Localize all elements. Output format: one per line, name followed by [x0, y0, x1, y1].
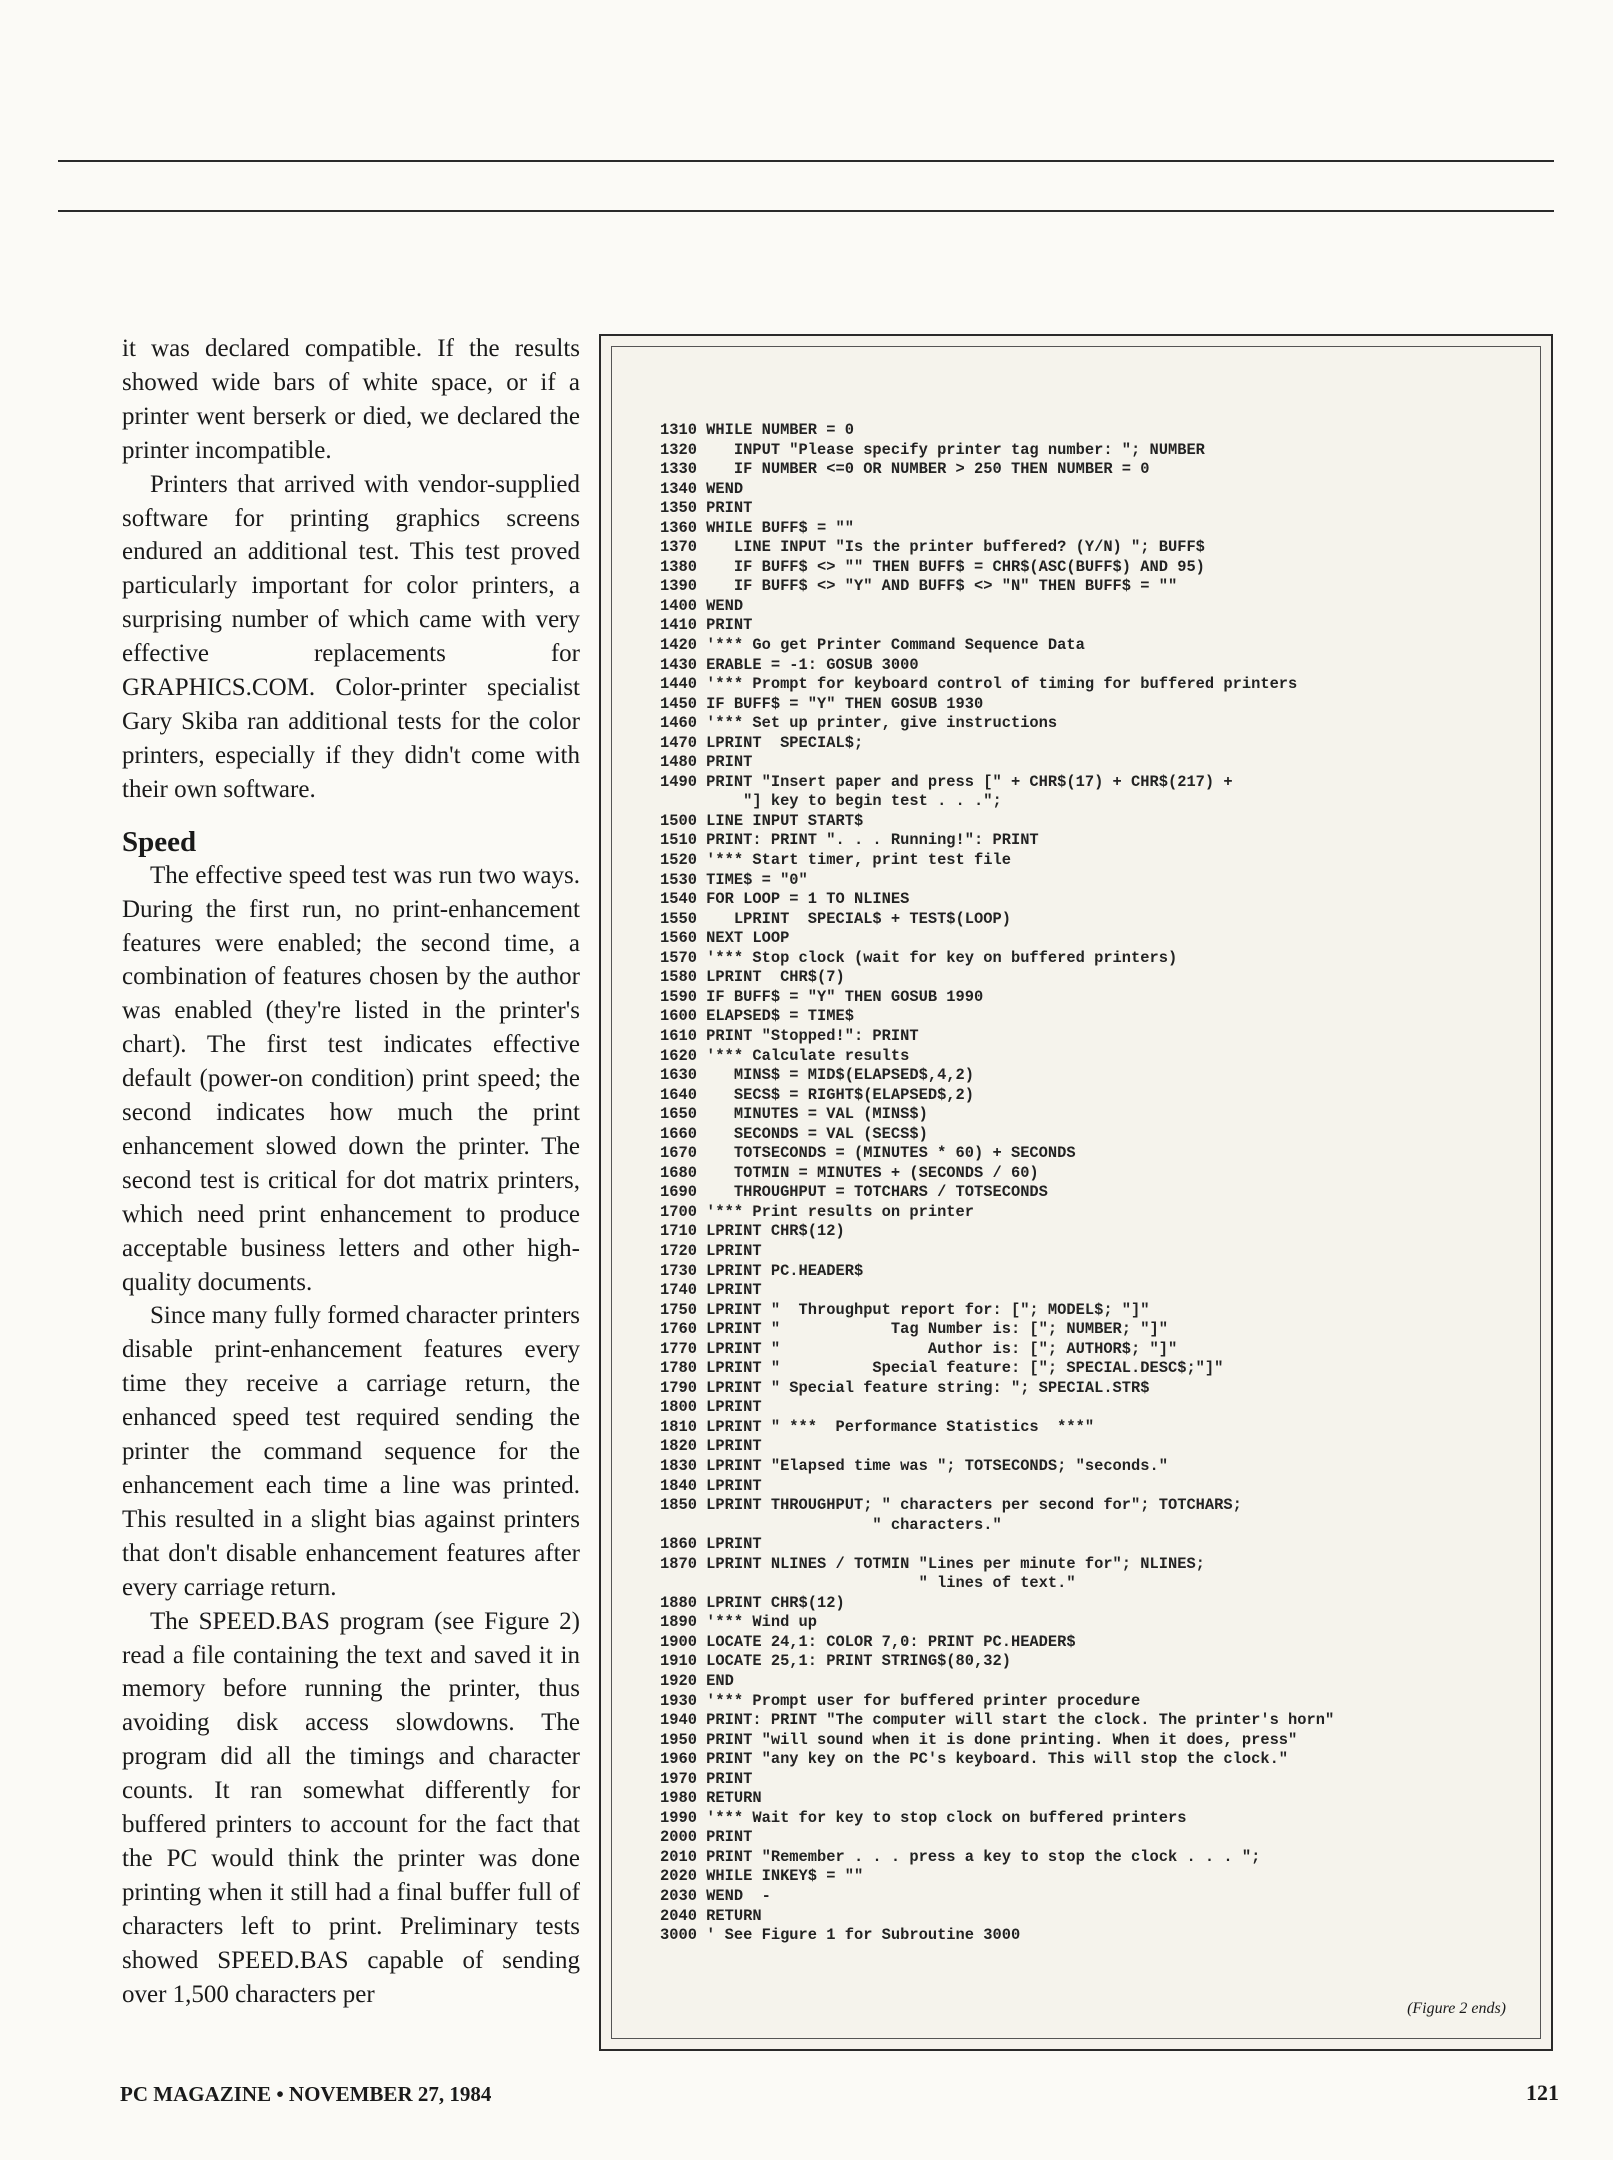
code-line: 1630 MINS$ = MID$(ELAPSED$,4,2)	[660, 1066, 975, 1085]
code-line: 1470 LPRINT SPECIAL$;	[660, 733, 864, 752]
article-paragraph: The effective speed test was run two ways. During the first run, no print-enhancement features were enabled; the second time, a combination of features chosen by the author was enabled (they're listed in the printer's chart). The first test indicates effective default (power-on condition) print speed; the second indicates how much the print enhancement slowed down the printer. The second test is critical for dot matrix printers, which need print enhancement to produce acceptable business letters and other high-quality documents.	[122, 861, 580, 1296]
code-line: 1670 TOTSECONDS = (MINUTES * 60) + SECONDS	[660, 1144, 1076, 1163]
code-line: 1440 '*** Prompt for keyboard control of timing for buffered printers	[660, 675, 1298, 694]
code-line: 1770 LPRINT " Author is: ["; AUTHOR$; "]"	[660, 1339, 1178, 1358]
code-line: 1920 END	[660, 1672, 734, 1690]
code-line: 1890 '*** Wind up	[660, 1613, 818, 1632]
code-line: 2030 WEND -	[660, 1887, 771, 1906]
code-line: 1840 LPRINT	[660, 1476, 762, 1495]
code-line: 2010 PRINT "Remember . . . press a key to stop the clock . . . ";	[660, 1847, 1261, 1866]
article-paragraph: Printers that arrived with vendor-supplied software for printing graphics screens endured an additional test. This test proved particularly important for color printers, a surprising number of which came with very effective replacements for GRAPHICS.COM. Color-printer specialist Gary Skiba ran additional tests for the color printers, especially if they didn't come with their own software.	[122, 470, 580, 803]
article-column	[122, 332, 580, 2012]
code-line: 1400 WEND	[660, 596, 744, 615]
code-line: 1850 LPRINT THROUGHPUT; " characters per second for"; TOTCHARS;	[660, 1496, 1242, 1515]
code-line: 1360 WHILE BUFF$ = ""	[660, 518, 854, 537]
code-line: 1950 PRINT "will sound when it is done printing. When it does, press"	[660, 1730, 1298, 1749]
article-paragraph: The SPEED.BAS program (see Figure 2) read a file containing the text and saved it in memory before running the printer, thus avoiding disk access slowdowns. The program did all the timings and character counts. It ran somewhat differently for buffered printers to account for the fact that the PC would think the printer was done printing when it still had a final buffer full of characters left to print. Preliminary tests showed SPEED.BAS capable of sending over 1,500 characters per	[122, 1607, 580, 2008]
code-line: 1500 LINE INPUT START$	[660, 811, 864, 830]
footer-publication: PC MAGAZINE • NOVEMBER 27, 1984	[120, 2082, 492, 2106]
code-line: 1900 LOCATE 24,1: COLOR 7,0: PRINT PC.HEADER$	[660, 1632, 1076, 1651]
code-line: 1720 LPRINT	[660, 1241, 762, 1260]
code-line: 1530 TIME$ = "0"	[660, 870, 808, 889]
code-line: 1480 PRINT	[660, 753, 753, 772]
code-line: 1690 THROUGHPUT = TOTCHARS / TOTSECONDS	[660, 1183, 1048, 1202]
code-line: 1460 '*** Set up printer, give instructions	[660, 714, 1058, 733]
code-line: 1450 IF BUFF$ = "Y" THEN GOSUB 1930	[660, 694, 984, 713]
code-line: 1730 LPRINT PC.HEADER$	[660, 1261, 864, 1280]
second-rule	[58, 210, 1554, 212]
code-line: 1330 IF NUMBER <=0 OR NUMBER > 250 THEN NUMBER = 0	[660, 460, 1150, 479]
figure-2-box	[599, 334, 1553, 2051]
code-line: 1570 '*** Stop clock (wait for key on buffered printers)	[660, 948, 1178, 967]
code-line: 1760 LPRINT " Tag Number is: ["; NUMBER; "]"	[660, 1320, 1168, 1339]
code-line: 1660 SECONDS = VAL (SECS$)	[660, 1124, 928, 1143]
top-rule	[58, 160, 1554, 162]
code-line: 1800 LPRINT	[660, 1398, 762, 1417]
code-line: 1780 LPRINT " Special feature: ["; SPECIAL.DESC$;"]"	[660, 1359, 1224, 1378]
code-line: 1680 TOTMIN = MINUTES + (SECONDS / 60)	[660, 1163, 1039, 1182]
code-line: 1320 INPUT "Please specify printer tag number: "; NUMBER	[660, 440, 1205, 459]
code-line: 2000 PRINT	[660, 1828, 753, 1847]
code-line: 1420 '*** Go get Printer Command Sequence Data	[660, 636, 1085, 655]
page-number: 121	[1526, 2080, 1559, 2105]
code-line: 1510 PRINT: PRINT ". . . Running!": PRINT	[660, 831, 1039, 850]
code-line: 1710 LPRINT CHR$(12)	[660, 1222, 845, 1241]
code-listing	[660, 421, 1334, 1946]
code-line: 1490 PRINT "Insert paper and press [" + CHR$(17) + CHR$(217) +	[660, 772, 1233, 791]
code-line: 1620 '*** Calculate results	[660, 1046, 910, 1065]
code-line: 2040 RETURN	[660, 1906, 762, 1925]
code-line: 1830 LPRINT "Elapsed time was "; TOTSECONDS; "seconds."	[660, 1456, 1168, 1475]
figure-inner-frame	[611, 346, 1541, 2039]
code-line: 1960 PRINT "any key on the PC's keyboard. This will stop the clock."	[660, 1750, 1289, 1769]
code-line: 1600 ELAPSED$ = TIME$	[660, 1007, 854, 1026]
code-line: 1930 '*** Prompt user for buffered printer procedure	[660, 1691, 1141, 1710]
code-line: 1740 LPRINT	[660, 1281, 762, 1300]
code-line: 1860 LPRINT	[660, 1535, 762, 1554]
code-line: " characters."	[660, 1515, 1002, 1534]
code-line: 3000 ' See Figure 1 for Subroutine 3000	[660, 1926, 1021, 1945]
code-line: 1560 NEXT LOOP	[660, 929, 790, 948]
code-line: 1430 ERABLE = -1: GOSUB 3000	[660, 655, 919, 674]
code-line: 1700 '*** Print results on printer	[660, 1202, 975, 1221]
code-line: "] key to begin test . . .";	[660, 792, 1002, 811]
code-line: " lines of text."	[660, 1574, 1076, 1593]
code-line: 1650 MINUTES = VAL (MINS$)	[660, 1105, 928, 1124]
code-line: 1590 IF BUFF$ = "Y" THEN GOSUB 1990	[660, 987, 984, 1006]
code-line: 1610 PRINT "Stopped!": PRINT	[660, 1026, 919, 1045]
code-line: 1370 LINE INPUT "Is the printer buffered? (Y/N) "; BUFF$	[660, 538, 1205, 557]
figure-caption: (Figure 2 ends)	[1407, 2000, 1506, 2017]
code-line: 1810 LPRINT " *** Performance Statistics ***"	[660, 1417, 1095, 1436]
code-line: 2020 WHILE INKEY$ = ""	[660, 1867, 864, 1886]
code-line: 1340 WEND	[660, 479, 744, 498]
code-line: 1750 LPRINT " Throughput report for: ["; MODEL$; "]"	[660, 1300, 1150, 1319]
code-line: 1380 IF BUFF$ <> "" THEN BUFF$ = CHR$(ASC(BUFF$) AND 95)	[660, 557, 1205, 576]
code-line: 1350 PRINT	[660, 499, 753, 518]
code-line: 1410 PRINT	[660, 616, 753, 635]
code-line: 1390 IF BUFF$ <> "Y" AND BUFF$ <> "N" THEN BUFF$ = ""	[660, 577, 1178, 596]
code-line: 1970 PRINT	[660, 1769, 753, 1788]
code-line: 1540 FOR LOOP = 1 TO NLINES	[660, 890, 910, 909]
code-line: 1820 LPRINT	[660, 1437, 762, 1456]
code-line: 1880 LPRINT CHR$(12)	[660, 1593, 845, 1612]
article-paragraph: it was declared compatible. If the results showed wide bars of white space, or if a printer went berserk or died, we declared the printer incompatible.	[122, 335, 580, 464]
code-line: 1310 WHILE NUMBER = 0	[660, 421, 854, 439]
code-line: 1990 '*** Wait for key to stop clock on buffered printers	[660, 1808, 1187, 1827]
section-heading: Speed	[122, 825, 197, 858]
article-paragraph: Since many fully formed character printers disable print-enhancement features every time they receive a carriage return, the enhanced speed test required sending the printer the command sequence for the enhancement each time a line was printed. This resulted in a slight bias against printers that don't disable enhancement features after every carriage return.	[122, 1302, 580, 1601]
code-line: 1790 LPRINT " Special feature string: "; SPECIAL.STR$	[660, 1378, 1150, 1397]
code-line: 1940 PRINT: PRINT "The computer will start the clock. The printer's horn"	[660, 1711, 1335, 1730]
code-line: 1580 LPRINT CHR$(7)	[660, 968, 845, 987]
code-line: 1640 SECS$ = RIGHT$(ELAPSED$,2)	[660, 1085, 975, 1104]
code-line: 1550 LPRINT SPECIAL$ + TEST$(LOOP)	[660, 909, 1011, 928]
code-line: 1520 '*** Start timer, print test file	[660, 851, 1011, 870]
code-line: 1980 RETURN	[660, 1789, 762, 1808]
code-line: 1870 LPRINT NLINES / TOTMIN "Lines per minute for"; NLINES;	[660, 1554, 1205, 1573]
code-line: 1910 LOCATE 25,1: PRINT STRING$(80,32)	[660, 1652, 1011, 1671]
